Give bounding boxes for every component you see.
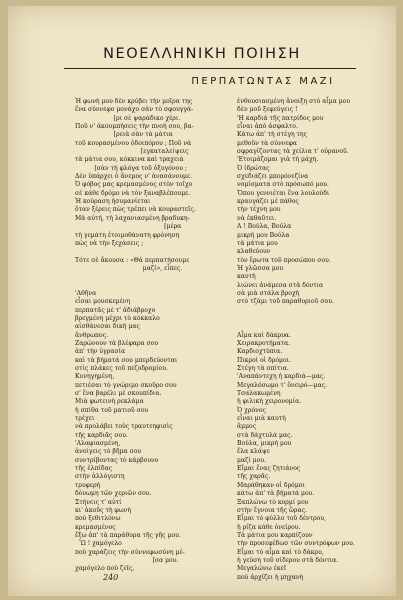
poem-line: 'Αλαφιασμένη, [75, 440, 121, 448]
header-rule [64, 68, 356, 69]
poem-line: 'Αθῆνα [75, 289, 97, 297]
poem-line: λιώνει ἀνάμεσα στὰ δόντια [237, 281, 324, 289]
poem-line: καυτὴ [237, 273, 256, 281]
poem-line: Στήνεις τ' αὐτί [75, 498, 122, 506]
poem-title: ΠΕΡΠΑΤΩΝΤΑΣ ΜΑΖΙ [191, 76, 335, 87]
poem-line: Ὅπου γεννιέται ἕνα λουλούδι [237, 189, 330, 197]
poem-line: Ἡ γλῶσσα μου [237, 264, 284, 272]
poem-line: δὲν μοῦ ξεφεύγεις ! [237, 106, 298, 114]
poem-line [75, 248, 227, 256]
poem-line: τὴν προσεφέδωσ τῶν συντρόφων μου. [237, 540, 355, 548]
poem-line: Στέγη τὰ σπίτια. [237, 365, 289, 372]
poem-line: ποὺ ξεθιτλόνω [75, 515, 121, 523]
poem-line: σφραγίζοντας τὰ χείλια τ' οὐρανοῦ. [237, 148, 349, 156]
poem-line: Τσαλακωμένη [237, 390, 281, 398]
poem-line: Ξαπλώνω τὸ κορμί μου [237, 498, 309, 506]
poem-line: μαζί μου. [237, 456, 266, 464]
poem-line: περπατᾶς μὲ τ' ἀδιάβροχο [75, 306, 156, 314]
poem-line: [σὰν τὴ φλόγα τοῦ ὀξυγόνου ; [75, 164, 187, 172]
poem-line: δόνωμη τῶν χεριῶν σου. [75, 490, 152, 498]
poem-line: σ' ἕνα βαρέλι μὲ σκουπίδια. [75, 390, 162, 398]
poem-line: τὰ μάτια σου, κόκκινα καὶ τραχειά [75, 156, 184, 164]
poem-line: ἔξω ἀπ' τὰ παράθυρα τῆς γῆς μου. [75, 531, 181, 539]
poem-line: εἶναι μιὰ καυτὴ [237, 415, 286, 423]
poem-line: Τὰ μάτια μου καρπίζουν [237, 531, 313, 539]
poem-line: κρεμασμένος [75, 523, 116, 531]
poem-line: Εἴμαι ἕνας ζητιάνος [237, 465, 301, 473]
poem-line: Ζαρώνουν τὰ βλέφαρα σου [75, 339, 159, 347]
poem-line: καὶ τὰ βήματά σου μπερδεύονται [75, 356, 178, 364]
poem-line: πετιέσαι τὸ γνώριμο σκοῦρο σου [75, 381, 177, 389]
page-header: ΝΕΟΕΛΛΗΝΙΚΗ ΠΟΙΗΣΗ [103, 46, 301, 62]
poem-line: [ρι σὲ ψαράδικο χέρι. [75, 114, 181, 122]
poem-line: ἡ γεύση τοῦ σίδερου στὰ δόντια. [237, 556, 339, 564]
poem-line: Τότε σὲ ἄκουσα : «Θὰ περπατήσουμε [75, 256, 190, 264]
poem-line: Ὁ χρόνος [237, 406, 266, 414]
poem-line: τὸν ἔρωτα τοῦ προσώπου σου. [237, 256, 331, 264]
poem-line: εἶσαι μουσκεμένη [75, 298, 131, 306]
poem-line: ἕνα σύννεφο μονάχο σὰν τὸ σφουγγά- [75, 106, 194, 114]
poem-line: Ὢ ! χαμόγελο [75, 540, 122, 548]
left-column [75, 98, 227, 574]
poem-line: στὴν ἀλλόγιστη [75, 473, 125, 481]
poem-line: τοῦ κουρασμένου ὁδοιπόρου ; Ποῦ νὰ [75, 139, 192, 147]
poem-line: Μεγαλόσωμο τ' ὄνειρό—μας. [237, 381, 328, 389]
poem-line: σὰ μιὰ στάλα βροχὴ [237, 289, 300, 297]
poem-line: νομίσματα στὸ πρόσωπό μου. [237, 181, 329, 189]
poem-line: σχεδιάζει μπορόνεζίνα [237, 173, 309, 181]
poem-line: Ἡ φωνή μου δὲν κρύβει τὴν μοῖρα της [75, 98, 193, 105]
poem-line: ποὺ χαράζεις τὴν σύννεφωσύνη μέ- [75, 548, 185, 556]
poem-line: μεθοῦν τὰ σύννεφα [237, 139, 298, 147]
poem-line: στὸ τζάμι τοῦ παραθυριοῦ σου. [237, 298, 334, 306]
poem-line: τῆς χαρᾶς. [237, 473, 271, 481]
poem-line [237, 307, 367, 315]
poem-line: [ρειὰ σὰν τὰ μάτια [75, 131, 173, 139]
poem-line: Εἶμαι τὸ φύλλο τοῦ δέντρου, [237, 515, 326, 523]
poem-line: [μέρα [75, 223, 182, 231]
poem-line [237, 323, 367, 331]
poem-line: [εγκαταλείψεις [75, 148, 189, 156]
poem-line: τρυφερὴ [75, 481, 101, 489]
poem-line: κι' ἀκοῦς τὴ φωνὴ [75, 506, 132, 514]
poem-line: πὼς νὰ τὴν ξεχάσεις ; [75, 239, 144, 247]
poem-line: Μαράθηκαν οἱ δρόμοι [237, 481, 305, 489]
poem-line: βρεγμένη μέχρι τὸ κόκκαλο [75, 314, 160, 322]
poem-line: τὴ γεμάτη ἑτοιμοθάνατη φρόνηση [75, 231, 180, 239]
poem-line: στὰ δάχτυλά μας. [237, 431, 293, 439]
poem-line: ἐνθουσιασμένη ἄνοιξη στὸ αἷμα μου [237, 98, 351, 105]
poem-line: Κυνηγημένη, [75, 373, 115, 381]
poem-line: νὰ προλάβει τοὺς τραυτεηφισὶς [75, 423, 173, 431]
poem-line [237, 315, 367, 323]
poem-line: Μεγαλώνω ἐκεῖ [237, 565, 287, 573]
poem-line: σὲ κάθε δρόμο νὰ τὸν ξαναβλέπουμε. [75, 189, 191, 197]
poem-line: Ἡ κούραση ἠσυμανίεται [75, 198, 151, 206]
poem-line: ὅταν ξέρεις πὼς τρέπει νὰ κουραστεῖς. [75, 206, 196, 214]
poem-line: μαζί», εἶπες. [75, 264, 183, 272]
poem-line: Ποῦ ν' ἀκουμπήσεις τὴν πνοή σου, βα- [75, 123, 194, 131]
poem-line: στὶς πλάκες τοῦ πεζοδρομίου. [75, 365, 168, 372]
poem-line: ἀνοίγεις τὸ βῆμα σου [75, 448, 142, 456]
poem-line: ἀπ' τὴν ὑγρασία [75, 348, 126, 356]
poem-line: τὴν τέχνη μου [237, 206, 281, 214]
poem-line: Μιὰ φωτεινὴ ρεκλάμα [75, 398, 144, 406]
poem-line: ποὺ ἀρχίζει ἡ μηχανὴ [237, 573, 304, 581]
poem-line [75, 282, 227, 290]
poem-line: κραυγάζει μὲ πάθος [237, 198, 299, 206]
poem-line: ἄνθρωπος. [75, 331, 109, 339]
poem-line: Ὁ φόβος μας κρεμασμένος στὸν τοῖχο [75, 181, 193, 189]
poem-line: αἰσθάνεσαι δική μας [75, 323, 140, 331]
poem-line: τῆς ἐλπίδας [75, 465, 113, 473]
poem-line: ἡ ρίζα κάθε ὀνείρου. [237, 523, 301, 531]
poem-line: Α ! Βούλα, Βούλα [237, 223, 292, 231]
poem-line: Κάτω ἀπ' τὴ στέγη της [237, 131, 307, 139]
page-number: 240 [103, 573, 119, 582]
poem-line: νὰ ἐκθαῦτει. [237, 214, 277, 222]
poem-line: ἄμμος [237, 423, 257, 431]
poem-line: εἶναι ἀπὸ ἀσφαλτο. [237, 123, 298, 131]
poem-line: Βούλα, μικρή μου [237, 440, 292, 448]
poem-line: Καρδιοχτύπια. [237, 348, 283, 356]
poem-line: τὰ μάτια μου [237, 239, 278, 247]
poem-line: κάτω ἀπ' τὰ βήματά μου. [237, 490, 315, 498]
poem-line [75, 273, 227, 281]
right-column [237, 98, 367, 582]
poem-line: τῆς καρδιᾶς σου. [75, 431, 128, 439]
poem-line: [σα μου. [75, 556, 179, 564]
poem-line: ἡ φιλική χειρονομία. [237, 398, 302, 406]
poem-line: τρέχει [75, 415, 95, 423]
poem-line: ἡ σπίθα τοῦ ματιοῦ σου [75, 406, 149, 414]
poem-line: Χειρακροτήματα. [237, 339, 291, 347]
poem-line: 'Η καρδιά τῆς πατρίδος μου [237, 114, 324, 122]
poem-line: ἔλα κλάψε [237, 448, 270, 456]
poem-line: κλαθεύουν [237, 248, 271, 256]
poem-line: Δὲν ὑπάρχει ὁ ἄνεμος ν' ἀνασάνουμε. [75, 173, 193, 181]
poem-line: Αἷμα καὶ δάκρυα. [237, 331, 291, 339]
poem-line: Εἶμαι τὸ αἷμα καὶ τὸ δάκρυ, [237, 548, 324, 556]
poem-line: Ὁ ἱδρώτας [237, 164, 270, 172]
poem-line: Μὰ αὐτή, τὴ λαχανιασμένη βραδυκη- [75, 214, 190, 222]
poem-line: Πικροὶ οἱ δρόμοι. [237, 356, 291, 364]
book-page [8, 6, 396, 596]
poem-line: 'Ετοιμάζομαι γιὰ τὴ μάχη. [237, 156, 319, 164]
poem-line: χαμόγελο ποὺ ζεῖς, [75, 565, 135, 573]
poem-line: μικρή μου Βούλα [237, 231, 290, 239]
poem-line: στὴν ἔγνοια τῆς ὥρας. [237, 506, 307, 514]
poem-line: 'Αναπάντεχη ἡ καρδιά—μας. [237, 373, 326, 381]
poem-line: συντρίβοντας τὸ κάρβουνο [75, 456, 159, 464]
